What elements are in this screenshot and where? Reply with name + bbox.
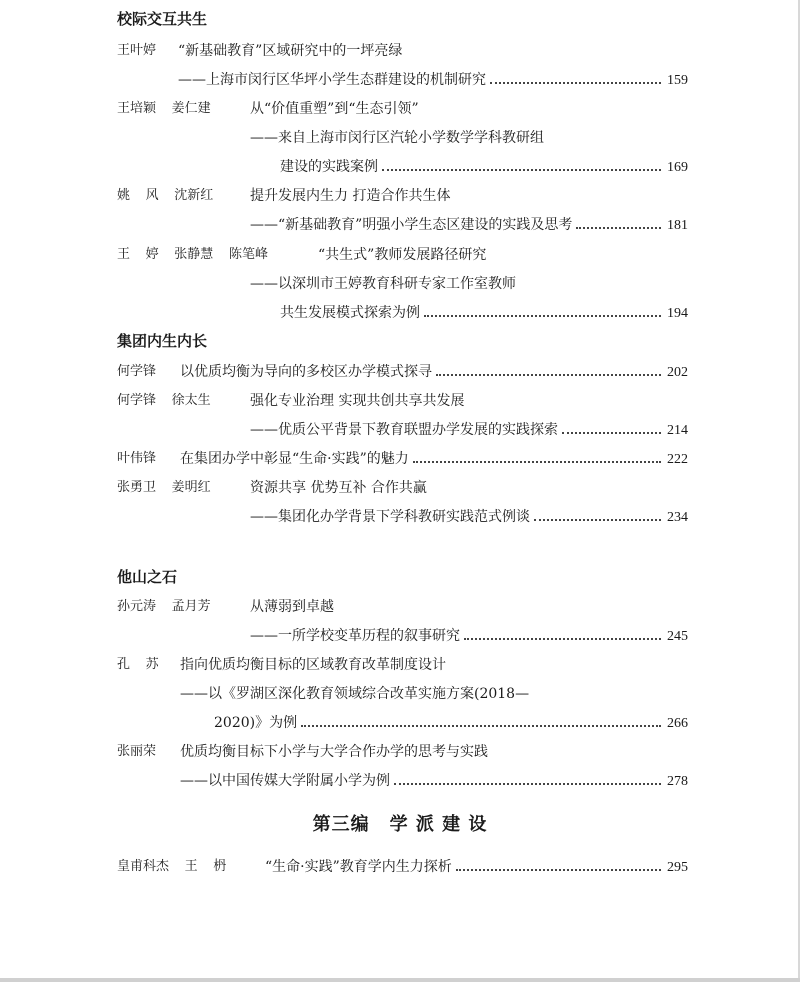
dot-leader	[562, 432, 661, 434]
part-label: 第三编	[312, 814, 370, 835]
entry-subtitle: ——一所学校变革历程的叙事研究	[250, 628, 460, 644]
entry-title: “共生式”教师发展路径研究	[318, 247, 487, 263]
toc-entry[interactable]	[178, 41, 688, 61]
entry-author: 王 婷 张静慧 陈笔峰	[117, 247, 268, 262]
entry-author: 张丽荣	[117, 744, 157, 759]
toc-entry[interactable]	[178, 70, 688, 91]
toc-entry[interactable]	[180, 655, 688, 675]
page-number: 194	[667, 306, 688, 321]
page-number: 234	[667, 510, 688, 525]
entry-subtitle: 2020)》为例	[214, 715, 298, 731]
page-number: 266	[667, 716, 688, 731]
entry-author: 孔 苏	[117, 657, 159, 672]
part-name: 学 派 建 设	[389, 814, 488, 835]
page-number: 169	[667, 160, 688, 175]
part-heading	[0, 813, 800, 837]
toc-entry[interactable]	[250, 128, 688, 148]
toc-entry[interactable]	[265, 857, 688, 878]
entry-subtitle: ——以中国传媒大学附属小学为例	[180, 773, 390, 789]
dot-leader	[382, 169, 661, 171]
entry-author: 叶伟锋	[117, 451, 157, 466]
page-number: 278	[667, 774, 688, 789]
entry-title: 优质均衡目标下小学与大学合作办学的思考与实践	[180, 744, 488, 760]
toc-entry[interactable]	[280, 303, 688, 324]
dot-leader	[534, 519, 661, 521]
entry-author: 皇甫科杰 王 枬	[117, 859, 227, 874]
dot-leader	[436, 374, 661, 376]
page-number: 202	[667, 365, 688, 380]
toc-entry[interactable]	[250, 186, 688, 206]
entry-author: 张勇卫 姜明红	[117, 480, 211, 495]
entry-title: “生命·实践”教育学内生力探析	[265, 859, 452, 875]
toc-entry[interactable]	[250, 626, 688, 647]
dot-leader	[490, 82, 661, 84]
dot-leader	[301, 725, 661, 727]
entry-author: 何学锋 徐太生	[117, 393, 211, 408]
toc-entry[interactable]	[280, 157, 688, 178]
entry-title: “新基础教育”区域研究中的一坪亮绿	[178, 43, 403, 59]
page-number: 222	[667, 452, 688, 467]
entry-subtitle: ——集团化办学背景下学科教研实践范式例谈	[250, 509, 530, 525]
entry-subtitle: ——“新基础教育”明强小学生态区建设的实践及思考	[250, 217, 573, 233]
entry-subtitle: ——以深圳市王婷教育科研专家工作室教师	[250, 276, 516, 292]
entry-author: 王培颖 姜仁建	[117, 101, 211, 116]
dot-leader	[456, 869, 661, 871]
entry-title: 从薄弱到卓越	[250, 599, 334, 615]
toc-entry[interactable]	[180, 771, 688, 792]
entry-author: 姚 风 沈新红	[117, 188, 214, 203]
page-number: 245	[667, 629, 688, 644]
toc-entry[interactable]	[318, 245, 688, 265]
toc-entry[interactable]	[250, 274, 688, 294]
bottom-rule	[0, 978, 800, 982]
dot-leader	[424, 315, 661, 317]
page-number: 214	[667, 423, 688, 438]
page-number: 181	[667, 218, 688, 233]
page-number: 159	[667, 73, 688, 88]
toc-entry[interactable]	[180, 684, 688, 704]
page-number: 295	[667, 860, 688, 875]
entry-subtitle: ——以《罗湖区深化教育领域综合改革实施方案(2018—	[180, 686, 530, 702]
entry-subtitle: ——来自上海市闵行区汽轮小学数学学科教研组	[250, 130, 544, 146]
entry-author: 王叶婷	[117, 43, 157, 58]
toc-entry[interactable]	[250, 391, 688, 411]
toc-entry[interactable]	[180, 362, 688, 383]
entry-title: 在集团办学中彰显“生命·实践”的魅力	[180, 451, 409, 467]
dot-leader	[464, 638, 661, 640]
dot-leader	[394, 783, 661, 785]
entry-title: 提升发展内生力 打造合作共生体	[250, 188, 451, 204]
toc-entry[interactable]	[250, 478, 688, 498]
toc-entry[interactable]	[250, 507, 688, 528]
toc-entry[interactable]	[250, 597, 688, 617]
entry-title: 资源共享 优势互补 合作共赢	[250, 480, 427, 496]
section-heading: 校际交互共生	[117, 10, 208, 28]
entry-subtitle: ——优质公平背景下教育联盟办学发展的实践探索	[250, 422, 558, 438]
entry-title: 从“价值重塑”到“生态引领”	[250, 101, 419, 117]
entry-subtitle: ——上海市闵行区华坪小学生态群建设的机制研究	[178, 72, 486, 88]
section-heading: 集团内生内长	[117, 332, 208, 350]
dot-leader	[413, 461, 661, 463]
toc-entry[interactable]	[250, 215, 688, 236]
toc-entry[interactable]	[180, 742, 688, 762]
toc-entry[interactable]	[250, 99, 688, 119]
entry-author: 孙元涛 孟月芳	[117, 599, 211, 614]
entry-title: 强化专业治理 实现共创共享共发展	[250, 393, 465, 409]
entry-title: 指向优质均衡目标的区域教育改革制度设计	[180, 657, 446, 673]
dot-leader	[576, 227, 661, 229]
section-heading: 他山之石	[117, 568, 178, 586]
entry-title: 以优质均衡为导向的多校区办学模式探寻	[180, 364, 432, 380]
entry-subtitle: 共生发展模式探索为例	[280, 305, 420, 321]
entry-subtitle: 建设的实践案例	[280, 159, 378, 175]
toc-entry[interactable]	[180, 449, 688, 470]
entry-author: 何学锋	[117, 364, 157, 379]
toc-entry[interactable]	[250, 420, 688, 441]
toc-entry[interactable]	[214, 713, 688, 734]
